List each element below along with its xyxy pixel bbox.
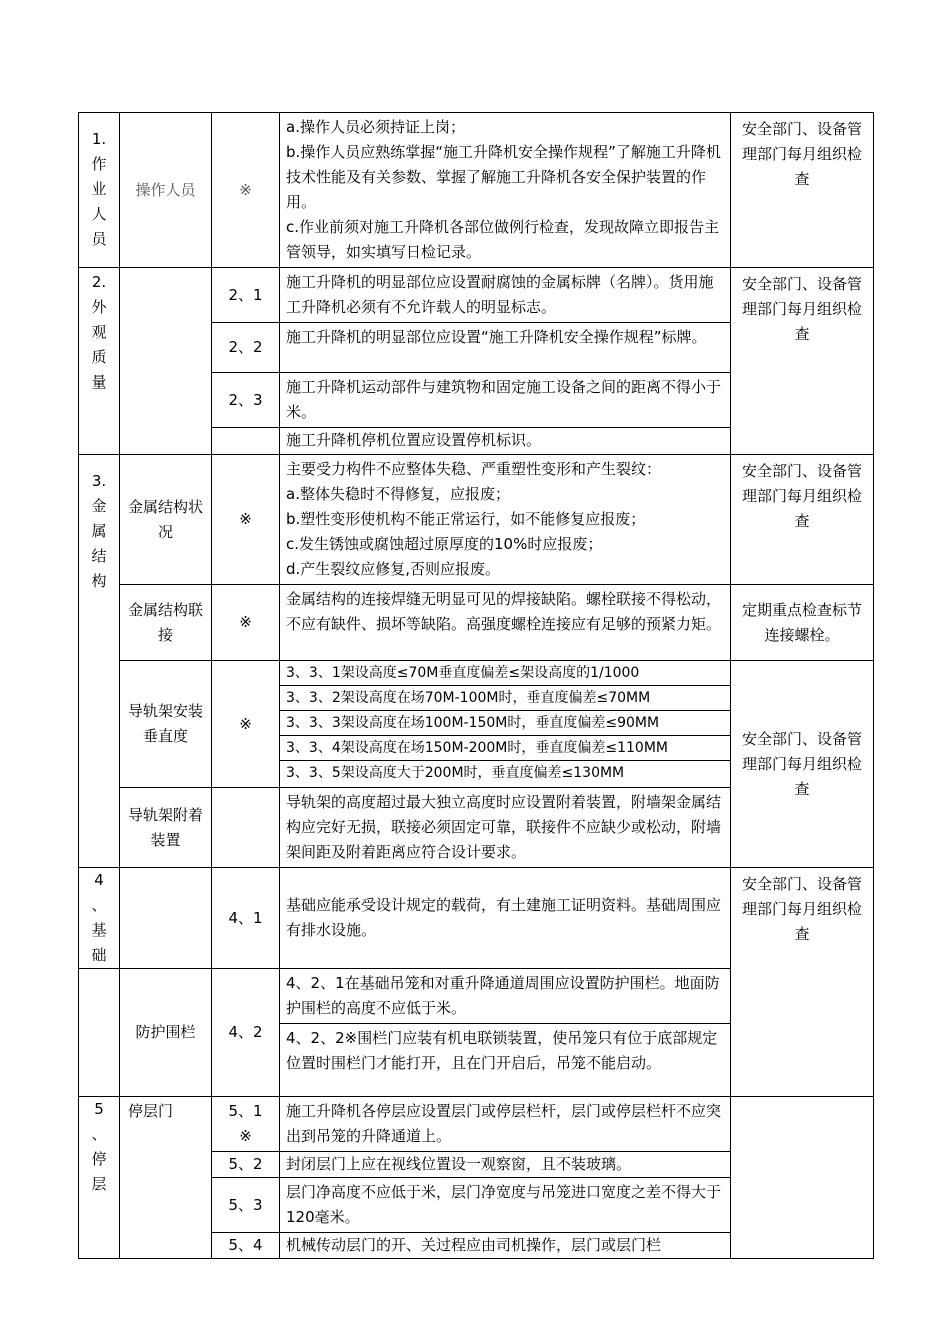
requirement-cell xyxy=(280,1178,731,1233)
item-cell xyxy=(120,268,212,455)
item-number: 5、1 xyxy=(228,1102,263,1120)
category-cell xyxy=(79,455,120,868)
sub-requirement xyxy=(280,969,730,1024)
check-cell xyxy=(731,1097,874,1259)
category-number: 4 xyxy=(94,871,104,889)
item-cell xyxy=(120,455,212,585)
requirement-text: 3、3、4架设高度在场150M-200M时，垂直度偏差≤110MM xyxy=(286,740,668,756)
item-number: 2、1 xyxy=(228,285,263,304)
deviation-line xyxy=(280,761,730,785)
item-number: 4、2 xyxy=(228,1023,263,1041)
important-mark: ※ xyxy=(239,613,252,631)
check-cell xyxy=(731,455,874,585)
category-cell xyxy=(79,969,120,1097)
check-text: 安全部门、设备管理部门每月组织检查 xyxy=(741,275,862,343)
requirement-cell xyxy=(280,113,731,268)
item-cell xyxy=(120,969,212,1097)
check-text: 安全部门、设备管理部门每月组织检查 xyxy=(741,875,862,943)
requirement-cell xyxy=(280,428,731,455)
number-cell xyxy=(212,1233,280,1259)
number-cell xyxy=(212,268,280,323)
category-label: 基础 xyxy=(91,921,107,964)
item-label: 防护围栏 xyxy=(135,1023,196,1041)
requirement-cell xyxy=(280,323,731,373)
check-cell xyxy=(731,661,874,868)
requirement-text: c.作业前须对施工升降机各部位做例行检查，发现故障立即报告主管领导，如实填写日检记录。 xyxy=(286,218,720,261)
requirement-text: a.操作人员必须持证上岗； xyxy=(286,118,465,136)
important-mark: ※ xyxy=(239,714,252,733)
deviation-line xyxy=(280,736,730,761)
category-cell xyxy=(79,113,120,268)
requirement-text: 金属结构的连接焊缝无明显可见的焊接缺陷。螺栓联接不得松动，不应有缺件、损坏等缺陷。高强度螺栓连接应有足够的预紧力矩。 xyxy=(286,590,722,633)
mark-cell xyxy=(212,455,280,585)
requirement-text: 机械传动层门的开、关过程应由司机操作，层门或层门栏 xyxy=(286,1236,662,1254)
number-cell xyxy=(212,1152,280,1178)
requirement-text: 施工升降机停机位置应设置停机标识。 xyxy=(286,431,542,449)
section-2-row xyxy=(79,268,874,323)
requirement-text: 施工升降机运动部件与建筑物和固定施工设备之间的距离不得小于米。 xyxy=(286,378,722,421)
item-label: 停层门 xyxy=(128,1102,174,1120)
category-cell xyxy=(79,868,120,969)
item-number: 5、4 xyxy=(228,1236,263,1254)
number-cell xyxy=(212,373,280,428)
requirement-text: 层门净高度不应低于米，层门净宽度与吊笼进口宽度之差不得大于120毫米。 xyxy=(286,1183,722,1226)
mark-cell xyxy=(212,585,280,661)
item-number: 5、2 xyxy=(228,1155,263,1173)
requirement-text: b.塑性变形使机构不能正常运行，如不能修复应报废； xyxy=(286,510,646,528)
category-label: 2.外观质量 xyxy=(91,273,107,391)
item-label: 操作人员 xyxy=(135,180,196,199)
check-text: 安全部门、设备管理部门每月组织检查 xyxy=(741,120,862,188)
item-cell xyxy=(120,868,212,969)
check-cell xyxy=(731,868,874,1097)
requirement-text: 3、3、3架设高度在场100M-150M时，垂直度偏差≤90MM xyxy=(286,715,660,731)
number-cell xyxy=(212,323,280,373)
number-cell xyxy=(212,1178,280,1233)
requirement-text: 封闭层门上应在视线位置设一观察窗，且不装玻璃。 xyxy=(286,1155,632,1173)
requirement-text: 施工升降机的明显部位应设置耐腐蚀的金属标牌（名牌）。货用施工升降机必须有不允许载人的明显标志。 xyxy=(286,273,714,316)
important-mark: ※ xyxy=(239,1127,252,1145)
section-3-row xyxy=(79,455,874,585)
mark-cell xyxy=(212,113,280,268)
requirement-text: 施工升降机的明显部位应设置“施工升降机安全操作规程”标牌。 xyxy=(286,328,707,346)
item-cell xyxy=(120,113,212,268)
section-5-row xyxy=(79,1097,874,1152)
category-separator: 、 xyxy=(91,1125,107,1143)
requirement-cell xyxy=(280,455,731,585)
requirement-cell xyxy=(280,268,731,323)
deviation-line xyxy=(280,661,730,686)
check-cell xyxy=(731,268,874,455)
requirement-text: c.发生锈蚀或腐蚀超过原厚度的10%时应报废； xyxy=(286,535,603,553)
requirement-text: 4、2、2※围栏门应装有机电联锁装置，使吊笼只有位于底部规定位置时围栏门才能打开，且在门开启后，吊笼不能启动。 xyxy=(286,1029,718,1072)
item-cell xyxy=(120,1097,212,1259)
check-text: 定期重点检查标节连接螺栓。 xyxy=(741,600,862,644)
requirement-text: 导轨架的高度超过最大独立高度时应设置附着装置，附墙架金属结构应完好无损，联接必须固定可靠，联接件不应缺少或松动，附墙架间距及附着距离应符合设计要求。 xyxy=(286,793,722,861)
item-label: 金属结构状况 xyxy=(127,497,203,541)
item-number: 2、2 xyxy=(228,338,263,356)
item-label: 金属结构联接 xyxy=(127,600,203,644)
section-1-row xyxy=(79,113,874,268)
requirement-text: d.产生裂纹应修复,否则应报废。 xyxy=(286,560,501,578)
requirement-text: 3、3、5架设高度大于200M时，垂直度偏差≤130MM xyxy=(286,765,625,781)
mark-cell xyxy=(212,788,280,868)
item-number: 4、1 xyxy=(228,908,263,927)
requirement-text: 3、3、2架设高度在场70M-100M时，垂直度偏差≤70MM xyxy=(286,690,651,706)
check-text: 安全部门、设备管理部门每月组织检查 xyxy=(741,462,862,530)
inspection-table-sheet xyxy=(78,112,873,1259)
section-4-row xyxy=(79,868,874,969)
requirement-cell xyxy=(280,1152,731,1178)
important-mark: ※ xyxy=(239,180,252,199)
mark-cell xyxy=(212,661,280,788)
requirement-cell xyxy=(280,373,731,428)
requirement-text: 施工升降机各停层应设置层门或停层栏杆，层门或停层栏杆不应突出到吊笼的升降通道上。 xyxy=(286,1102,722,1145)
requirement-text: 4、2、1在基础吊笼和对重升降通道周围应设置防护围栏。地面防护围栏的高度不应低于米。 xyxy=(286,974,720,1017)
number-cell xyxy=(212,868,280,969)
item-number: 5、3 xyxy=(228,1195,263,1214)
item-label: 导轨架安装垂直度 xyxy=(127,702,203,745)
section-3-row xyxy=(79,585,874,661)
number-cell xyxy=(212,1097,280,1152)
check-cell xyxy=(731,585,874,661)
item-cell xyxy=(120,585,212,661)
category-label: 1.作业人员 xyxy=(91,130,107,248)
requirement-text: 主要受力构件不应整体失稳、严重塑性变形和产生裂纹： xyxy=(286,460,662,478)
requirement-text: a.整体失稳时不得修复，应报废； xyxy=(286,485,510,503)
category-label: 停层 xyxy=(91,1150,107,1193)
requirement-cell xyxy=(280,661,731,788)
item-label: 导轨架附着装置 xyxy=(127,805,203,849)
deviation-line xyxy=(280,686,730,711)
item-cell xyxy=(120,661,212,788)
item-number: 2、3 xyxy=(228,390,263,409)
section-3-row xyxy=(79,661,874,788)
category-cell xyxy=(79,1097,120,1259)
requirement-cell xyxy=(280,585,731,661)
check-text: 安全部门、设备管理部门每月组织检查 xyxy=(741,729,862,798)
requirement-cell xyxy=(280,1233,731,1259)
category-label: 3.金属结构 xyxy=(91,472,107,590)
number-cell xyxy=(212,969,280,1097)
requirement-text: 基础应能承受设计规定的载荷，有土建施工证明资料。基础周围应有排水设施。 xyxy=(286,896,722,939)
important-mark: ※ xyxy=(239,510,252,528)
category-number: 5 xyxy=(94,1100,104,1118)
requirement-cell xyxy=(280,969,731,1097)
number-cell xyxy=(212,428,280,455)
requirement-cell xyxy=(280,868,731,969)
requirement-cell xyxy=(280,788,731,868)
item-cell xyxy=(120,788,212,868)
deviation-line xyxy=(280,711,730,736)
requirement-text: 3、3、1架设高度≤70M垂直度偏差≤架设高度的1/1000 xyxy=(286,665,640,681)
sub-requirement xyxy=(280,1024,730,1078)
category-cell xyxy=(79,268,120,455)
requirement-text: b.操作人员应熟练掌握“施工升降机安全操作规程”了解施工升降机技术性能及有关参数、掌握了解施工升降机各安全保护装置的作用。 xyxy=(286,143,721,211)
category-separator: 、 xyxy=(91,896,107,914)
inspection-table xyxy=(78,112,874,1259)
requirement-cell xyxy=(280,1097,731,1152)
check-cell xyxy=(731,113,874,268)
